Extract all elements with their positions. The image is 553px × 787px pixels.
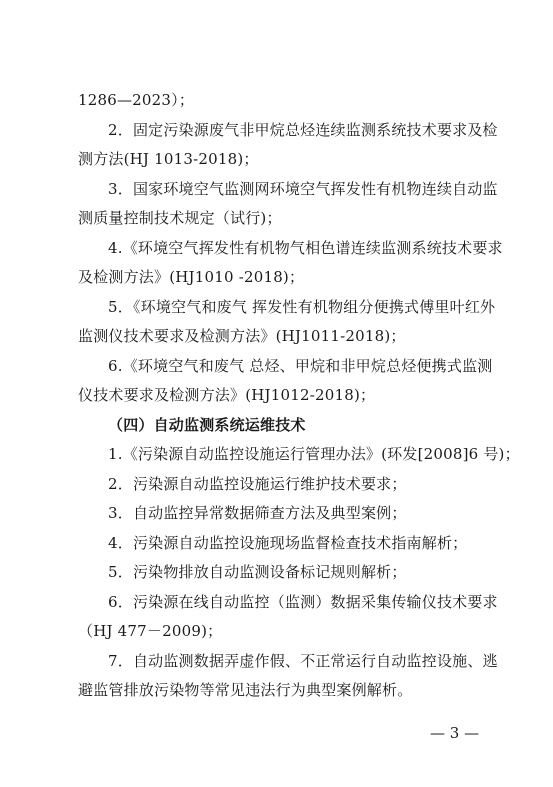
- page-number: — 3 —: [430, 724, 480, 742]
- ops-item-7-continuation: 避监管排放污染物等常见违法行为典型案例解析。: [78, 681, 413, 699]
- ops-item-7: 7．自动监测数据弄虚作假、不正常运行自动监控设施、逃: [108, 651, 498, 670]
- list-item-2-continuation: 测方法(HJ 1013-2018)；: [78, 150, 259, 168]
- list-item-6-continuation: 仪技术要求及检测方法》(HJ1012-2018)；: [78, 386, 376, 404]
- ops-item-2: 2．污染源自动监控设施运行维护技术要求；: [108, 474, 407, 493]
- ops-item-1: 1.《污染源自动监控设施运行管理办法》(环发[2008]6 号)；: [108, 445, 520, 463]
- list-item-3: 3．国家环境空气监测网环境空气挥发性有机物连续自动监: [108, 179, 498, 198]
- list-item-6: 6.《环境空气和废气 总烃、甲烷和非甲烷总烃便携式监测: [108, 356, 493, 375]
- list-item-2: 2．固定污染源废气非甲烷总烃连续监测系统技术要求及检: [108, 120, 498, 139]
- list-item-4: 4.《环境空气挥发性有机物气相色谱连续监测系统技术要求: [108, 238, 503, 257]
- list-item-3-continuation: 测质量控制技术规定（试行)；: [78, 209, 282, 227]
- list-item-5: 5．《环境空气和废气 挥发性有机物组分便携式傅里叶红外: [108, 297, 496, 316]
- ops-item-3: 3．自动监控异常数据筛查方法及典型案例；: [108, 504, 407, 522]
- ops-item-4: 4．污染源自动监控设施现场监督检查技术指南解析；: [108, 533, 468, 552]
- list-item-5-continuation: 监测仪技术要求及检测方法》(HJ1011-2018)；: [78, 327, 406, 345]
- ops-item-6-continuation: （HJ 477－2009)；: [78, 622, 223, 640]
- list-item-4-continuation: 及检测方法》(HJ1010 -2018)；: [78, 268, 305, 286]
- body-text: [78, 86, 520, 706]
- ops-item-5: 5．污染物排放自动监测设备标记规则解析；: [108, 563, 407, 581]
- ops-item-6: 6．污染源在线自动监控（监测）数据采集传输仪技术要求: [108, 592, 498, 611]
- text-line-continuation: 1286—2023）；: [78, 91, 195, 109]
- section-heading: （四）自动监测系统运维技术: [108, 415, 306, 434]
